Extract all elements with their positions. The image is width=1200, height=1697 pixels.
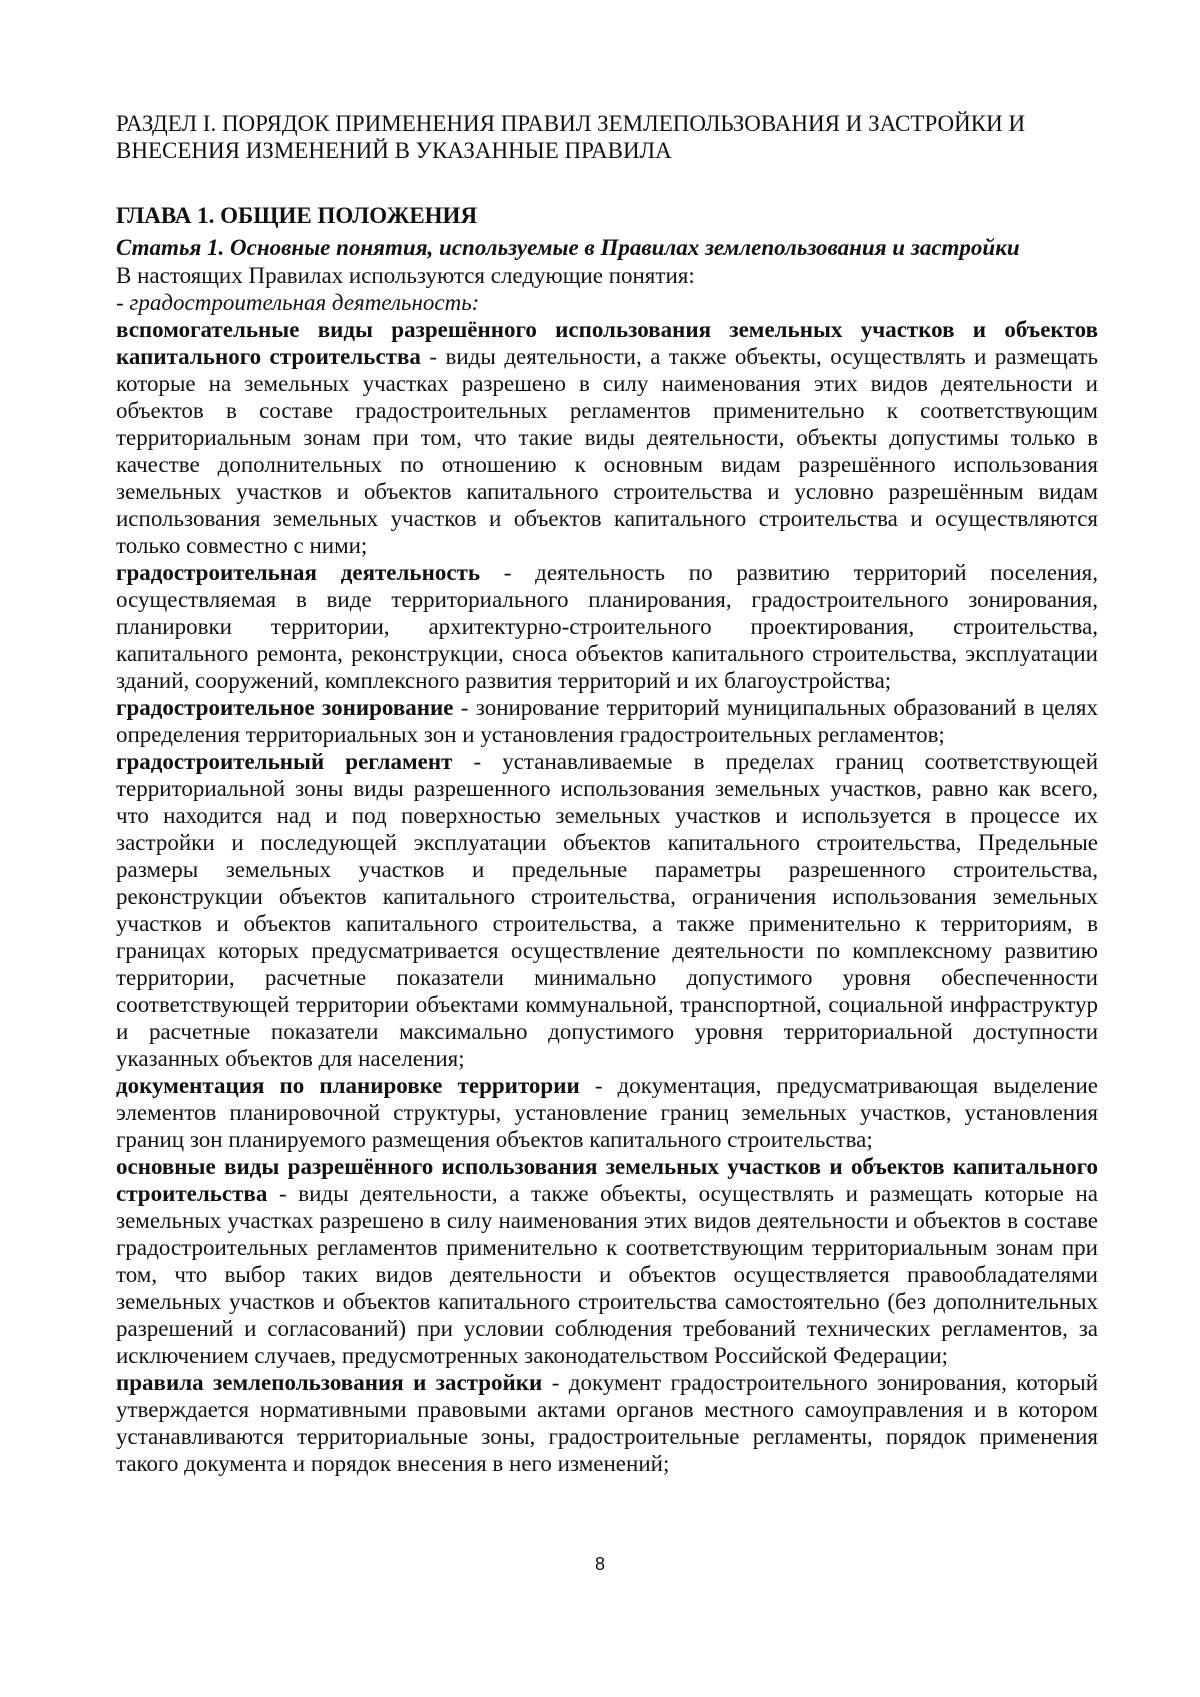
term-definition: - зонирование территорий муниципальных образований в целях определения территориальных зон и установления градостроительных регламентов;: [116, 695, 1098, 747]
article-intro: В настоящих Правилах используются следующие понятия:: [116, 263, 695, 288]
term-name: правила землепользования и застройки: [116, 1370, 543, 1395]
term-paragraph: [116, 1369, 1098, 1477]
term-definition: - виды деятельности, а также объекты, осуществлять и размещать которые на земельных участках разрешено в силу наименования этих видов деятельности и объектов в составе градостроительных регламентов применительно к соответствующим территориальным зонам при том, что такие виды деятельности, объекты допустимы только в качестве дополнительных по отношению к основным видам разрешённого использования земельных участков и объектов капитального строительства и условно разрешённым видам использования земельных участков и объектов капитального строительства и осуществляются только совместно с ними;: [116, 344, 1098, 558]
term-name: вспомогательные виды разрешённого использования земельных участков и объектов капитального строительства: [116, 317, 1098, 369]
term-name: градостроительная деятельность: [116, 560, 481, 585]
article-title: Статья 1. Основные понятия, используемые в Правилах землепользования и застройки: [116, 235, 1020, 260]
term-name: градостроительное зонирование: [116, 695, 454, 720]
term-name: основные виды разрешённого использования земельных участков и объектов капитального строительства: [116, 1154, 1098, 1206]
term-paragraph: [116, 694, 1098, 748]
section-title: РАЗДЕЛ I. ПОРЯДОК ПРИМЕНЕНИЯ ПРАВИЛ ЗЕМЛЕПОЛЬЗОВАНИЯ И ЗАСТРОЙКИ И ВНЕСЕНИЯ ИЗМЕНЕНИЙ В УКАЗАННЫЕ ПРАВИЛА: [116, 111, 1026, 163]
term-definition: - устанавливаемые в пределах границ соответствующей территориальной зоны виды разрешенного использования земельных участков, равно как всего, что находится над и под поверхностью земельных участков и используется в процессе их застройки и последующей эксплуатации объектов капитального строительства, Предельные размеры земельных участков и предельные параметры разрешенного строительства, реконструкции объектов капитального строительства, ограничения использования земельных участков и объектов капитального строительства, а также применительно к территориям, в границах которых предусматривается осуществление деятельности по комплексному развитию территории, расчетные показатели минимально допустимого уровня обеспеченности соответствующей территории объектами коммунальной, транспортной, социальной инфраструктур и расчетные показатели максимально допустимого уровня территориальной доступности указанных объектов для населения;: [116, 749, 1098, 1071]
term-definition: - документация, предусматривающая выделение элементов планировочной структуры, установление границ земельных участков, установления границ зон планируемого размещения объектов капитального строительства;: [116, 1073, 1098, 1152]
article-subheading: - градостроительная деятельность:: [116, 290, 480, 315]
chapter-title: ГЛАВА 1. ОБЩИЕ ПОЛОЖЕНИЯ: [116, 203, 478, 228]
term-definition: - документ градостроительного зонирования, который утверждается нормативными правовыми актами органов местного самоуправления и в котором устанавливаются территориальные зоны, градостроительные регламенты, порядок применения такого документа и порядок внесения в него изменений;: [116, 1370, 1098, 1476]
term-paragraph: [116, 559, 1098, 694]
term-paragraph: [116, 1153, 1098, 1369]
document-page: [116, 110, 1098, 1477]
term-name: документация по планировке территории: [116, 1073, 580, 1098]
term-paragraph: [116, 748, 1098, 1072]
term-paragraph: [116, 316, 1098, 559]
term-definition: - деятельность по развитию территорий поселения, осуществляемая в виде территориального планирования, градостроительного зонирования, планировки территории, архитектурно-строительного проектирования, строительства, капитального ремонта, реконструкции, сноса объектов капитального строительства, эксплуатации зданий, сооружений, комплексного развития территорий и их благоустройства;: [116, 560, 1099, 693]
term-paragraph: [116, 1072, 1098, 1153]
term-definition: - виды деятельности, а также объекты, осуществлять и размещать которые на земельных участках разрешено в силу наименования этих видов деятельности и объектов в составе градостроительных регламентов применительно к соответствующим территориальным зонам при том, что выбор таких видов деятельности и объектов осуществляется правообладателями земельных участков и объектов капитального строительства самостоятельно (без дополнительных разрешений и согласований) при условии соблюдения требований технических регламентов, за исключением случаев, предусмотренных законодательством Российской Федерации;: [116, 1181, 1098, 1368]
page-number: 8: [594, 1554, 605, 1574]
term-name: градостроительный регламент: [116, 749, 453, 774]
